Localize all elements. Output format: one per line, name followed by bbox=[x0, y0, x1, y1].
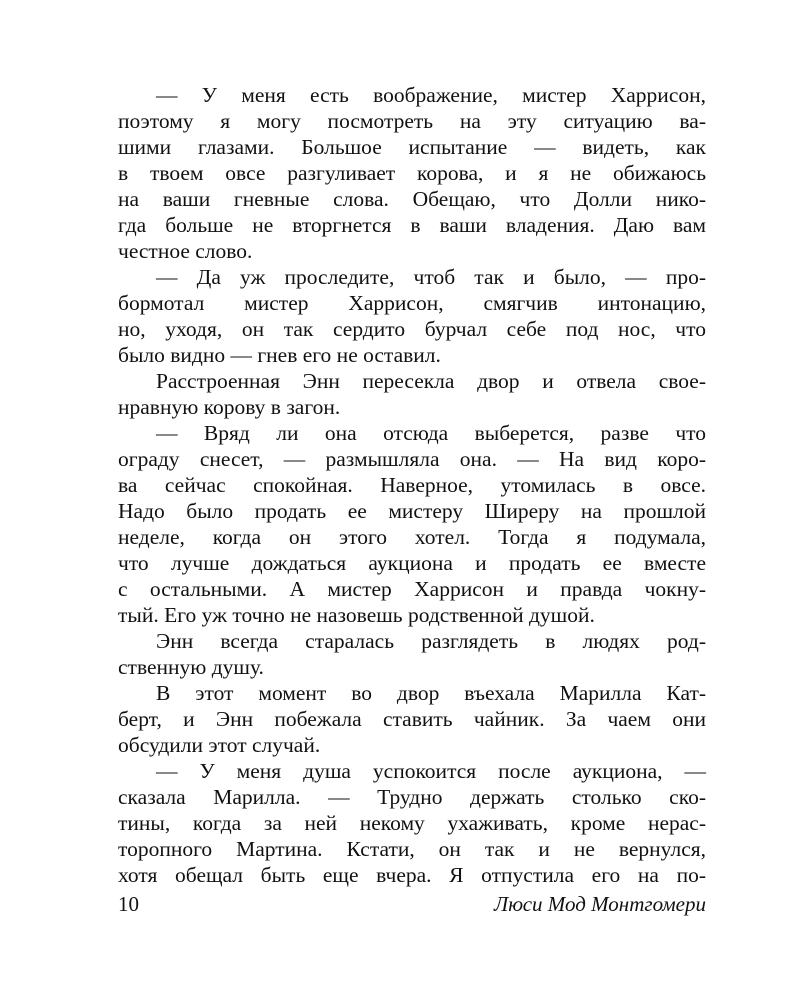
text-line: на ваши гневные слова. Обещаю, что Долли нико- bbox=[118, 187, 706, 211]
text-line: поэтому я могу посмотреть на эту ситуацию ва- bbox=[118, 109, 706, 133]
text-line: Надо было продать ее мистеру Ширеру на прошлой bbox=[118, 499, 706, 523]
text-line: шими глазами. Большое испытание — видеть, как bbox=[118, 135, 706, 159]
text-line: тины, когда за ней некому ухаживать, кроме нерас- bbox=[118, 811, 706, 835]
body-text bbox=[118, 82, 706, 888]
text-line: нравную корову в загон. bbox=[118, 395, 341, 419]
text-line: было видно — гнев его не оставил. bbox=[118, 343, 441, 367]
text-line: торопного Мартина. Кстати, он так и не вернулся, bbox=[118, 837, 706, 861]
text-line: обсудили этот случай. bbox=[118, 733, 321, 757]
text-line: Энн всегда старалась разглядеть в людях род- bbox=[156, 629, 706, 653]
page-footer bbox=[118, 891, 706, 917]
text-line: хотя обещал быть еще вчера. Я отпустила его на по- bbox=[118, 863, 706, 887]
text-line: ственную душу. bbox=[118, 655, 264, 679]
text-line: — Вряд ли она отсюда выберется, разве что bbox=[156, 421, 706, 445]
text-line: что лучше дождаться аукциона и продать ее вместе bbox=[118, 551, 706, 575]
text-line: — У меня есть воображение, мистер Харрисон, bbox=[156, 83, 706, 107]
text-line: с остальными. А мистер Харрисон и правда чокну- bbox=[118, 577, 706, 601]
text-line: Расстроенная Энн пересекла двор и отвела свое- bbox=[156, 369, 706, 393]
text-line: гда больше не вторгнется в ваши владения. Даю вам bbox=[118, 213, 706, 237]
text-line: берт, и Энн побежала ставить чайник. За чаем они bbox=[118, 707, 706, 731]
text-line: в твоем овсе разгуливает корова, и я не обижаюсь bbox=[118, 161, 706, 185]
text-line: ва сейчас спокойная. Наверное, утомилась в овсе. bbox=[118, 473, 706, 497]
text-line: — Да уж проследите, чтоб так и было, — про- bbox=[156, 265, 706, 289]
text-line: честное слово. bbox=[118, 239, 253, 263]
text-line: бормотал мистер Харрисон, смягчив интонацию, bbox=[118, 291, 706, 315]
text-line: ограду снесет, — размышляла она. — На вид коро- bbox=[118, 447, 706, 471]
running-author: Люси Мод Монтгомери bbox=[493, 892, 706, 916]
text-line: — У меня душа успокоится после аукциона, — bbox=[156, 759, 706, 783]
text-line: сказала Марилла. — Трудно держать столько ско- bbox=[118, 785, 706, 809]
text-line: неделе, когда он этого хотел. Тогда я подумала, bbox=[118, 525, 706, 549]
text-line: но, уходя, он так сердито бурчал себе под нос, что bbox=[118, 317, 706, 341]
page-number: 10 bbox=[118, 892, 139, 916]
text-line: тый. Его уж точно не назовешь родственной душой. bbox=[118, 603, 595, 627]
text-line: В этот момент во двор въехала Марилла Кат- bbox=[156, 681, 706, 705]
